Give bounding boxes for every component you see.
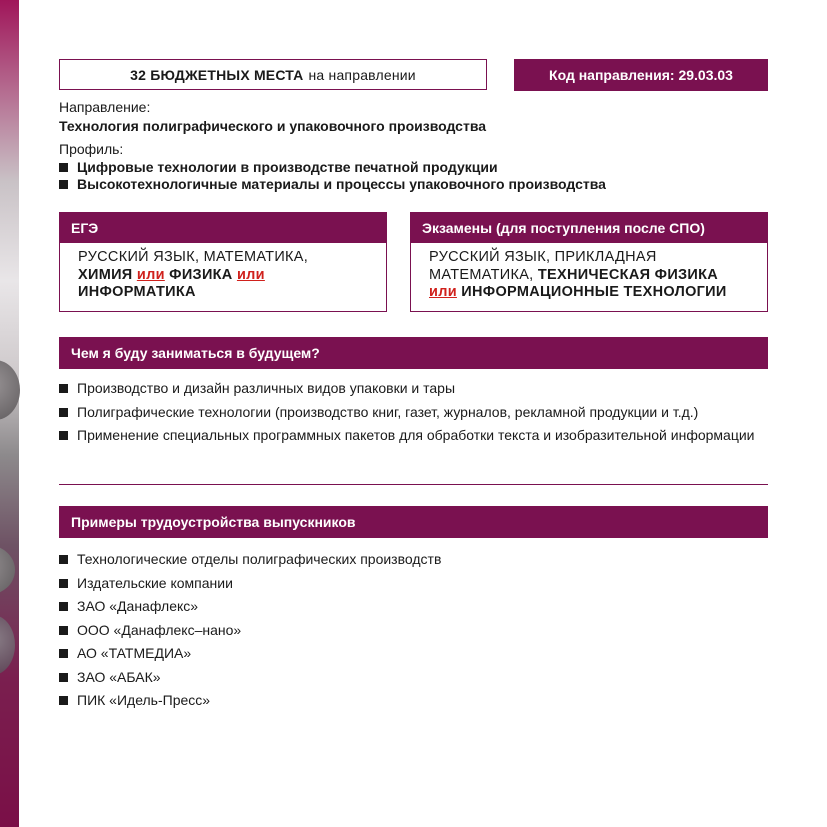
- direction-value: Технология полиграфического и упаковочного производства: [59, 118, 487, 134]
- list-item: Применение специальных программных пакетов для обработки текста и изобразительной информации: [59, 427, 768, 444]
- future-list: [59, 380, 768, 451]
- bullet-square-icon: [59, 180, 68, 189]
- ege-title: ЕГЭ: [60, 213, 386, 243]
- profile-item: Высокотехнологичные материалы и процессы упаковочного производства: [59, 176, 606, 192]
- bullet-square-icon: [59, 431, 68, 440]
- bullet-square-icon: [59, 673, 68, 682]
- budget-places-box: [59, 59, 487, 90]
- direction-code-badge: Код направления: 29.03.03: [514, 59, 768, 91]
- budget-suffix: на направлении: [308, 66, 416, 83]
- bullet-square-icon: [59, 579, 68, 588]
- list-item: ЗАО «Данафлекс»: [59, 598, 768, 615]
- bullet-square-icon: [59, 626, 68, 635]
- bullet-square-icon: [59, 555, 68, 564]
- bullet-square-icon: [59, 696, 68, 705]
- bullet-square-icon: [59, 384, 68, 393]
- list-item: ООО «Данафлекс–нано»: [59, 622, 768, 639]
- profile-item: Цифровые технологии в производстве печатной продукции: [59, 159, 498, 175]
- budget-count: 32 БЮДЖЕТНЫХ МЕСТА: [130, 66, 304, 83]
- list-item: Полиграфические технологии (производство книг, газет, журналов, рекламной продукции и т.д.): [59, 404, 768, 421]
- spo-title: Экзамены (для поступления после СПО): [411, 213, 767, 243]
- direction-label: Направление:: [59, 99, 151, 115]
- spo-box: [410, 212, 768, 312]
- bullet-square-icon: [59, 602, 68, 611]
- bullet-square-icon: [59, 649, 68, 658]
- list-item: ПИК «Идель-Пресс»: [59, 692, 768, 709]
- ege-subjects: РУССКИЙ ЯЗЫК, МАТЕМАТИКА, ХИМИЯ или ФИЗИКА или ИНФОРМАТИКА: [78, 249, 309, 300]
- list-item: Технологические отделы полиграфических производств: [59, 551, 768, 568]
- section-divider: [59, 484, 768, 485]
- employment-list: [59, 551, 768, 716]
- profile-label: Профиль:: [59, 141, 124, 157]
- list-item: Производство и дизайн различных видов упаковки и тары: [59, 380, 768, 397]
- list-item: АО «ТАТМЕДИА»: [59, 645, 768, 662]
- spo-subjects: РУССКИЙ ЯЗЫК, ПРИКЛАДНАЯ МАТЕМАТИКА, ТЕХНИЧЕСКАЯ ФИЗИКА или ИНФОРМАЦИОННЫЕ ТЕХНОЛОГИИ: [429, 249, 727, 300]
- list-item: ЗАО «АБАК»: [59, 669, 768, 686]
- bullet-square-icon: [59, 163, 68, 172]
- future-section-title: Чем я буду заниматься в будущем?: [59, 337, 768, 369]
- ege-box: [59, 212, 387, 312]
- bullet-square-icon: [59, 408, 68, 417]
- employment-section-title: Примеры трудоустройства выпускников: [59, 506, 768, 538]
- list-item: Издательские компании: [59, 575, 768, 592]
